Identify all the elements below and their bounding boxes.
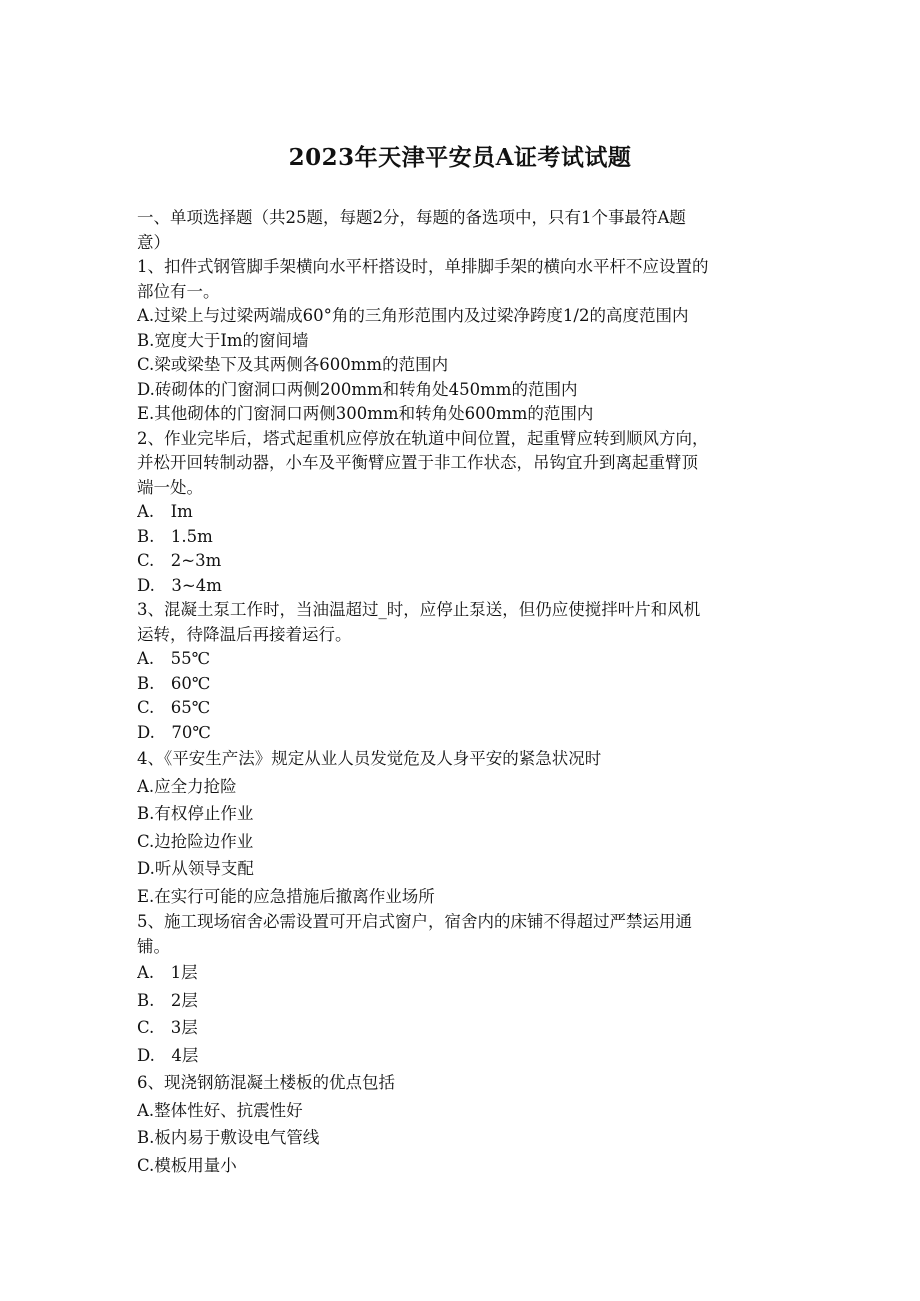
question-stem: 4、《平安生产法》规定从业人员发觉危及人身平安的紧急状况时 xyxy=(137,749,602,768)
option-d: D.听从领导支配 xyxy=(137,859,254,878)
section-heading-line: 意） xyxy=(137,232,170,252)
option-c: C. 2~3m xyxy=(137,551,222,570)
option-a: A.应全力抢险 xyxy=(137,776,237,796)
question-3 xyxy=(137,598,787,745)
option-b: B.宽度大于Im的窗间墙 xyxy=(137,330,309,350)
question-1 xyxy=(137,255,787,427)
option-b: B. 60℃ xyxy=(137,673,211,693)
section-heading-line: 一、单项选择题（共25题，每题2分，每题的备选项中，只有1个事最符A题 xyxy=(137,208,686,227)
option-c: C. 3层 xyxy=(137,1018,198,1037)
question-stem: 6、现浇钢筋混凝土楼板的优点包括 xyxy=(137,1073,395,1092)
question-stem: 并松开回转制动器，小车及平衡臂应置于非工作状态，吊钩宜升到离起重臂顶 xyxy=(137,453,698,472)
option-c: C. 65℃ xyxy=(137,698,211,717)
option-b: B.有权停止作业 xyxy=(137,804,254,823)
option-d: D. 70℃ xyxy=(137,722,211,742)
option-e: E.在实行可能的应急措施后撤离作业场所 xyxy=(137,886,435,906)
option-b: B. 1.5m xyxy=(137,526,213,546)
question-6 xyxy=(137,1069,787,1179)
question-stem: 铺。 xyxy=(137,936,170,956)
document-title: 2023年天津平安员A证考试试题 xyxy=(288,144,632,171)
section-heading xyxy=(137,206,787,255)
question-stem: 5、施工现场宿舍必需设置可开启式窗户，宿舍内的床铺不得超过严禁运用通 xyxy=(137,912,692,931)
option-d: D. 4层 xyxy=(137,1045,199,1065)
option-b: B.板内易于敷设电气管线 xyxy=(137,1128,320,1147)
question-stem: 运转，待降温后再接着运行。 xyxy=(137,624,352,644)
question-stem: 2、作业完毕后，塔式起重机应停放在轨道中间位置，起重臂应转到顺风方向， xyxy=(137,428,709,448)
question-stem: 部位有一。 xyxy=(137,281,220,301)
option-a: A.整体性好、抗震性好 xyxy=(137,1100,303,1120)
option-a: A. 55℃ xyxy=(137,649,211,668)
option-d: D. 3~4m xyxy=(137,575,222,595)
question-2 xyxy=(137,427,787,599)
document-body xyxy=(137,206,787,1179)
option-a: A. 1层 xyxy=(137,963,198,982)
option-d: D.砖砌体的门窗洞口两侧200mm和转角处450mm的范围内 xyxy=(137,379,578,399)
question-stem: 端一处。 xyxy=(137,477,203,497)
option-c: C.梁或梁垫下及其两侧各600mm的范围内 xyxy=(137,355,449,374)
question-stem: 1、扣件式钢管脚手架横向水平杆搭设时，单排脚手架的横向水平杆不应设置的 xyxy=(137,257,709,276)
question-4 xyxy=(137,745,787,910)
option-b: B. 2层 xyxy=(137,990,198,1010)
option-a: A.过梁上与过梁两端成60°角的三角形范围内及过梁净跨度1/2的高度范围内 xyxy=(137,306,689,325)
option-a: A. Im xyxy=(137,502,193,521)
option-c: C.边抢险边作业 xyxy=(137,831,254,851)
question-5 xyxy=(137,910,787,1069)
option-e: E.其他砌体的门窗洞口两侧300mm和转角处600mm的范围内 xyxy=(137,404,594,423)
option-c: C.模板用量小 xyxy=(137,1155,237,1175)
question-stem: 3、混凝土泵工作时，当油温超过_时，应停止泵送，但仍应使搅拌叶片和风机 xyxy=(137,600,701,619)
